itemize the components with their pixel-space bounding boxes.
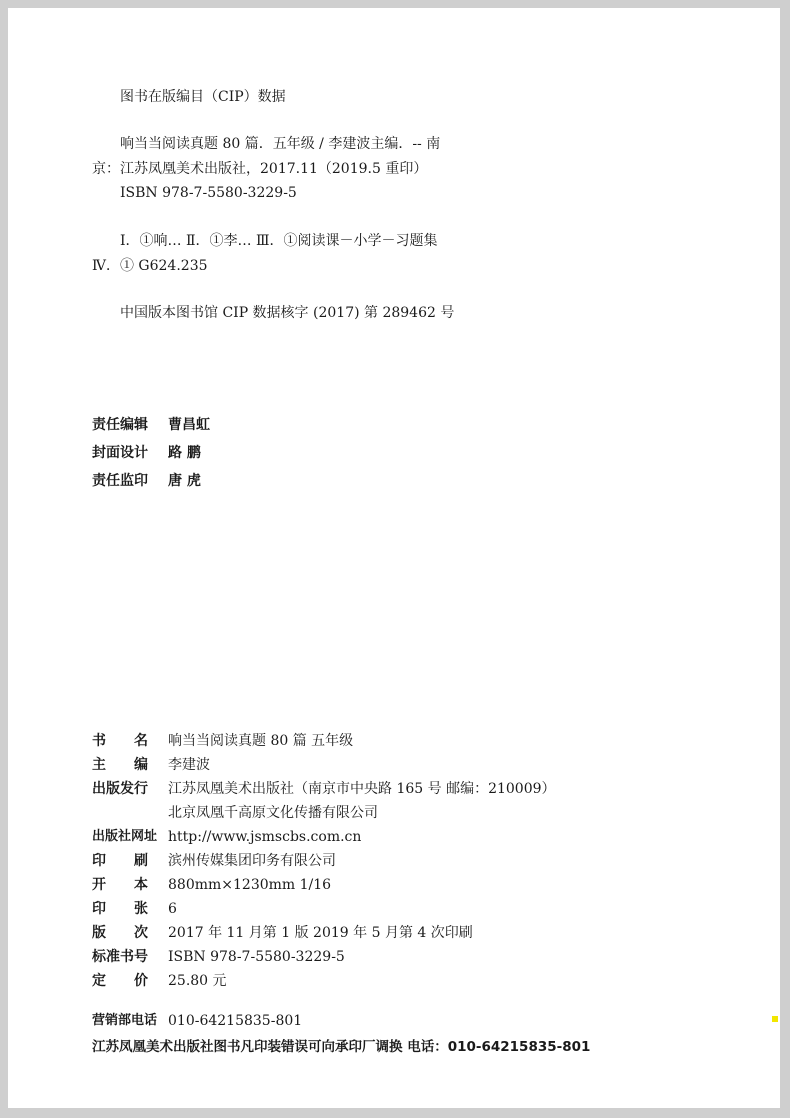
detail-value-editor: 李建波 xyxy=(168,757,210,773)
detail-value-publisher: 江苏凤凰美术出版社（南京市中央路 165 号 邮编：210009） xyxy=(168,781,556,797)
detail-value-title: 响当当阅读真题 80 篇 五年级 xyxy=(168,733,354,749)
scan-mark xyxy=(772,1016,778,1022)
detail-value-isbn: ISBN 978-7-5580-3229-5 xyxy=(168,949,345,965)
detail-value-printer: 滨州传媒集团印务有限公司 xyxy=(168,853,336,869)
label-char: 张 xyxy=(134,901,148,917)
detail-value-publisher-2: 北京凤凰千高原文化传播有限公司 xyxy=(168,805,378,821)
detail-label-price xyxy=(92,972,148,990)
detail-value-website: http://www.jsmscbs.com.cn xyxy=(168,829,362,845)
detail-label-printer xyxy=(92,852,148,870)
cip-line: ISBN 978-7-5580-3229-5 xyxy=(120,185,297,201)
detail-value-format: 880mm×1230mm 1/16 xyxy=(168,877,332,893)
detail-value-edition: 2017 年 11 月第 1 版 2019 年 5 月第 4 次印刷 xyxy=(168,925,473,941)
detail-label-sheets xyxy=(92,900,148,918)
detail-label-format xyxy=(92,876,148,894)
staff-label: 责任编辑 xyxy=(92,417,148,433)
label-char: 书 xyxy=(92,733,106,749)
label-char: 印 xyxy=(92,853,106,869)
staff-value: 曹昌虹 xyxy=(168,417,210,433)
detail-label-editor xyxy=(92,756,148,774)
copyright-page xyxy=(8,8,780,1108)
label-char: 价 xyxy=(134,973,148,989)
staff-label: 封面设计 xyxy=(92,445,148,461)
label-char: 印 xyxy=(92,901,106,917)
label-char: 开 xyxy=(92,877,106,893)
label-char: 名 xyxy=(134,733,148,749)
cip-line: 京：江苏凤凰美术出版社，2017.11（2019.5 重印） xyxy=(92,161,428,177)
staff-value: 路 鹏 xyxy=(168,445,201,461)
label-char: 主 xyxy=(92,757,106,773)
label-char: 版 xyxy=(92,925,106,941)
staff-value: 唐 虎 xyxy=(168,473,201,489)
label-char: 刷 xyxy=(134,853,148,869)
cip-heading: 图书在版编目（CIP）数据 xyxy=(120,89,286,105)
detail-label-website: 出版社网址 xyxy=(92,829,158,844)
sales-phone: 010-64215835-801 xyxy=(168,1013,303,1029)
cip-number: 中国版本图书馆 CIP 数据核字 (2017) 第 289462 号 xyxy=(120,305,455,321)
label-char: 定 xyxy=(92,973,106,989)
detail-label-isbn: 标准书号 xyxy=(92,949,148,965)
detail-value-sheets: 6 xyxy=(168,901,177,917)
replacement-notice: 江苏凤凰美术出版社图书凡印装错误可向承印厂调换 电话：010-64215835-801 xyxy=(92,1039,591,1055)
sales-label: 营销部电话 xyxy=(92,1013,158,1028)
detail-label-title xyxy=(92,732,148,750)
label-char: 本 xyxy=(134,877,148,893)
detail-label-publisher: 出版发行 xyxy=(92,781,148,797)
label-char: 次 xyxy=(134,925,148,941)
label-char: 编 xyxy=(134,757,148,773)
cip-line: Ⅳ．① G624.235 xyxy=(92,258,208,274)
detail-label-edition xyxy=(92,924,148,942)
detail-value-price: 25.80 元 xyxy=(168,973,227,989)
cip-line: Ⅰ．①响… Ⅱ．①李… Ⅲ．①阅读课－小学－习题集 xyxy=(120,233,438,249)
staff-label: 责任监印 xyxy=(92,473,148,489)
cip-line: 响当当阅读真题 80 篇．五年级 / 李建波主编．-- 南 xyxy=(120,136,441,152)
